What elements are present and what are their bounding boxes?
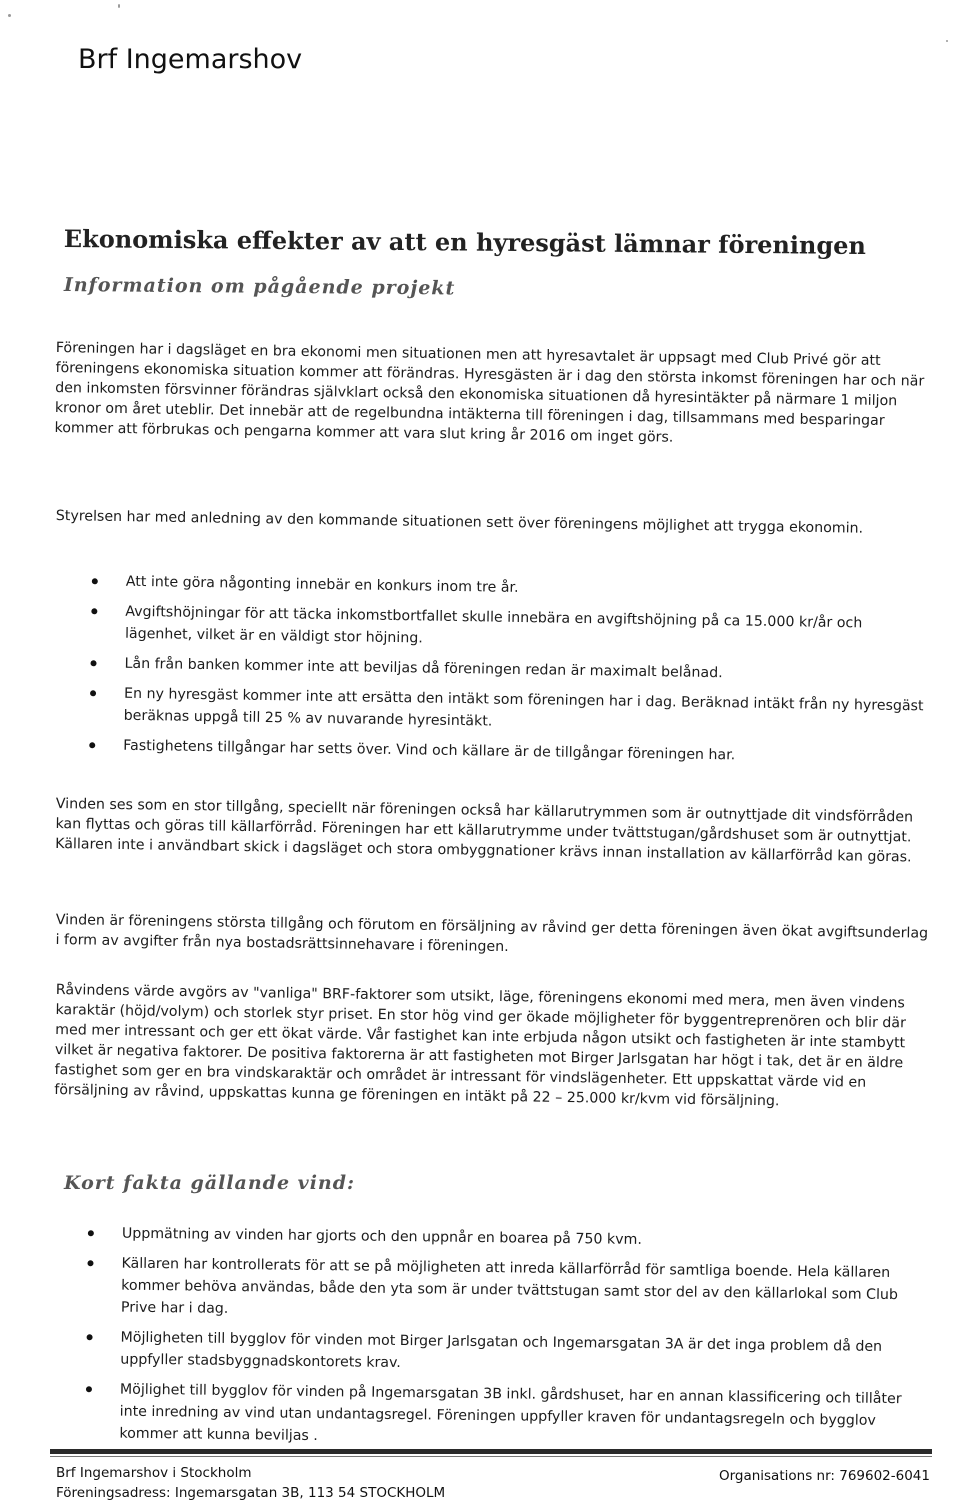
list-item-text: Möjlighet till bygglov för vinden på Ingemarsgatan 3B inkl. gårdshuset, har en annan klassificering och tillåter inte inredning av vind utan undantagsregel. Föreningen uppfyller kraven för undantagsregeln och bygglov kommer att kunna beviljas . xyxy=(119,1381,902,1445)
intro-paragraph: Föreningen har i dagsläget en bra ekonomi men situationen men att hyresavtalet är uppsagt med Club Privé gör att föreningens ekonomiska situation kommer att förändras. Hyresgästen är i dag den största inkomst föreningen har och när den inkomsten försvinner förändras självklart också den ekonomiska situationen då hyresintäkter på närmare 1 miljon kronor om året uteblir. Det innebär att de regelbundna intäkterna till föreningen i dag, tillsammans med besparingar kommer att förbrukas och pengarna kommer att vara slut kring år 2016 om inget görs. xyxy=(54,339,925,446)
list-item xyxy=(70,1326,920,1380)
sub-heading: Information om pågående projekt xyxy=(63,274,456,300)
bullet-icon xyxy=(88,1230,94,1236)
list-item-text: En ny hyresgäst kommer inte att ersätta den intäkt som föreningen har i dag. Beräknad intäkt från ny hyresgäst beräknas uppgå till 25 % av nuvarande hyresintäkt. xyxy=(123,685,924,730)
footer-divider-thin xyxy=(50,1456,932,1457)
asset-paragraph: Vinden är föreningens största tillgång och förutom en försäljning av råvind ger detta föreningen även ökat avgiftsunderlag i form av avgifter från nya bostadsrättsinnehavare i föreningen. xyxy=(55,911,929,956)
bullet-icon xyxy=(87,1334,93,1340)
bullet-icon xyxy=(90,690,96,696)
footer-association-address: Föreningsadress: Ingemarsgatan 3B, 113 54 STOCKHOLM xyxy=(56,1485,446,1501)
list-item-text: Att inte göra någonting innebär en konkurs inom tre år. xyxy=(125,573,519,596)
list-item xyxy=(73,734,923,769)
options-list xyxy=(73,570,926,777)
bullet-icon xyxy=(92,578,98,584)
footer-org-number: Organisations nr: 769602-6041 xyxy=(718,1468,930,1484)
org-title: Brf Ingemarshov xyxy=(78,44,303,75)
list-item-text: Lån från banken kommer inte att beviljas då föreningen redan är maximalt belånad. xyxy=(124,655,723,682)
scan-speck xyxy=(946,40,948,42)
scan-speck xyxy=(118,4,120,8)
board-paragraph: Styrelsen har med anledning av den kommande situationen sett över föreningens möjlighet att trygga ekonomin. xyxy=(55,507,864,537)
bullet-icon xyxy=(90,660,96,666)
footer-divider xyxy=(50,1449,932,1454)
list-item-text: Avgiftshöjningar för att täcka inkomstbortfallet skulle innebära en avgiftshöjning på ca 15.000 kr/år och lägenhet, vilket är en väldigt stor höjning. xyxy=(124,603,863,647)
scan-speck xyxy=(8,14,11,17)
list-item-text: Fastighetens tillgångar har setts över. Vind och källare är de tillgångar föreningen har. xyxy=(123,737,736,764)
facts-list xyxy=(69,1222,922,1462)
facts-heading: Kort fakta gällande vind: xyxy=(64,1172,356,1194)
attic-paragraph: Vinden ses som en stor tillgång, speciellt när föreningen också har källarutrymmen som är outnyttjade dit vindsförråden kan flyttas och göras till källarförråd. Föreningen har ett källarutrymme under tvättstugan/gårdshuset som är outnyttjat. Källaren inte i användbart skick i dagsläget och stora ombyggnationer krävs innan installation av källarförråd kan göras. xyxy=(55,795,914,866)
list-item xyxy=(72,1222,922,1254)
list-item-text: Källaren har kontrollerats för att se på möjligheten att inreda källarförråd för samtliga boende. Hela källaren kommer behöva användas, både den yta som är under tvättstugan samt stor del av den källarlokal som Club Prive har i dag. xyxy=(120,1255,899,1317)
value-paragraph: Råvindens värde avgörs av "vanliga" BRF-faktorer som utsikt, läge, föreningens ekonomi med mera, men även vindens karaktär (höjd/volym) och storlek styr priset. En stor hög vind ger ökade möjligheter för byggentreprenören och blir där med mer intressant och ger ett ökat värde. Vår fastighet kan inte erbjuda någon utsikt och fastigheten är inte stambytt vilket är negativa faktorer. De positiva faktorerna är att fastigheten mot Birger Jarlsgatan har högt i tak, det är en äldre fastighet som ger en bra vindskaraktär och området är intressant för vindslägenheter. Ett uppskattat värde vid en försäljning av råvind, uppskattas kunna ge föreningen en intäkt på 22 – 25.000 kr/kvm vid försäljning. xyxy=(54,981,907,1110)
list-item xyxy=(75,600,926,657)
list-item xyxy=(71,1252,922,1328)
list-item xyxy=(74,652,924,687)
list-item-text: Möjligheten till bygglov för vinden mot Birger Jarlsgatan och Ingemarsgatan 3A är det inga problem då den uppfyller stadsbyggnadskontorets krav. xyxy=(120,1329,883,1372)
list-item xyxy=(76,570,926,605)
bullet-icon xyxy=(86,1386,92,1392)
footer-address xyxy=(56,1463,445,1503)
bullet-icon xyxy=(91,608,97,614)
bullet-icon xyxy=(89,742,95,748)
list-item xyxy=(74,682,925,739)
bullet-icon xyxy=(87,1260,93,1266)
list-item xyxy=(69,1378,920,1454)
list-item-text: Uppmätning av vinden har gjorts och den uppnår en boarea på 750 kvm. xyxy=(121,1225,643,1248)
main-heading: Ekonomiska effekter av att en hyresgäst lämnar föreningen xyxy=(63,224,867,260)
footer-org-name: Brf Ingemarshov i Stockholm xyxy=(56,1465,252,1481)
